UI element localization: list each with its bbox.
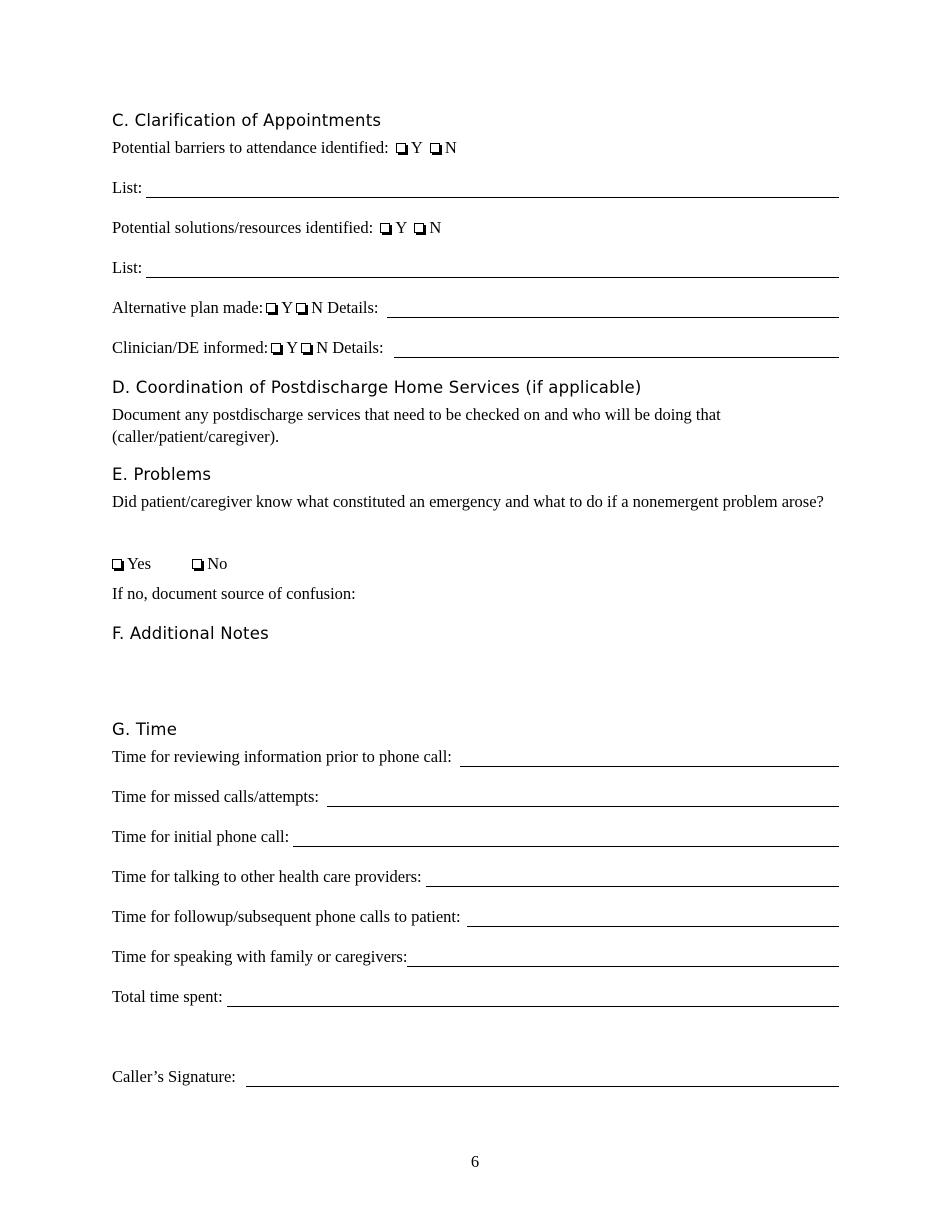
time-label-followup: Time for followup/subsequent phone calls to patient:: [112, 907, 461, 926]
time-row-providers: [112, 865, 839, 887]
solutions-label: Potential solutions/resources identified:: [112, 218, 374, 237]
time-label-initial: Time for initial phone call:: [112, 827, 290, 846]
solutions-list-row: [112, 256, 839, 278]
barriers-label: Potential barriers to attendance identified:: [112, 138, 389, 157]
time-row-missed: [112, 785, 839, 807]
time-field-initial[interactable]: [293, 830, 839, 847]
if-no-label: If no, document source of confusion:: [112, 584, 356, 603]
time-row-initial: [112, 825, 839, 847]
barriers-list-label: List:: [112, 178, 143, 197]
time-row-total: [112, 985, 839, 1007]
time-row-followup: [112, 905, 839, 927]
time-label-family: Time for speaking with family or caregivers:: [112, 947, 408, 966]
form-page: [112, 0, 839, 1230]
signature-row: [112, 1065, 839, 1087]
section-g-heading: G. Time: [112, 720, 178, 739]
barriers-list-field[interactable]: [146, 181, 839, 198]
alt-plan-no-checkbox[interactable]: N: [293, 298, 323, 318]
clinician-label: Clinician/DE informed:: [112, 338, 269, 357]
clinician-no-checkbox[interactable]: N: [298, 338, 328, 358]
barriers-yes-checkbox[interactable]: Y: [393, 138, 423, 158]
barriers-question: [112, 138, 457, 158]
section-c-heading: C. Clarification of Appointments: [112, 111, 382, 130]
section-d-heading: D. Coordination of Postdischarge Home Services (if applicable): [112, 378, 642, 397]
barriers-no-checkbox[interactable]: N: [427, 138, 457, 158]
alt-plan-row: [112, 296, 839, 318]
time-row-reviewing: [112, 745, 839, 767]
time-row-family: [112, 945, 839, 967]
solutions-yes-checkbox[interactable]: Y: [377, 218, 407, 238]
problems-yes-checkbox[interactable]: Yes: [112, 554, 151, 574]
alt-plan-yes-checkbox[interactable]: Y: [263, 298, 293, 318]
solutions-list-label: List:: [112, 258, 143, 277]
time-field-reviewing[interactable]: [460, 750, 839, 767]
alt-plan-details-label: Details:: [327, 298, 379, 317]
page-number: 6: [470, 1152, 480, 1171]
alt-plan-details-field[interactable]: [387, 301, 840, 318]
time-field-missed[interactable]: [327, 790, 839, 807]
time-field-followup[interactable]: [467, 910, 839, 927]
problems-question: Did patient/caregiver know what constituted an emergency and what to do if a nonemergent problem arose?: [112, 492, 824, 511]
clinician-yes-checkbox[interactable]: Y: [268, 338, 298, 358]
time-field-family[interactable]: [407, 950, 839, 967]
time-field-providers[interactable]: [426, 870, 839, 887]
solutions-no-checkbox[interactable]: N: [411, 218, 441, 238]
time-label-total: Total time spent:: [112, 987, 223, 1006]
time-label-missed: Time for missed calls/attempts:: [112, 787, 319, 806]
section-f-heading: F. Additional Notes: [112, 624, 269, 643]
problems-answer-row: [112, 554, 227, 574]
time-field-total[interactable]: [227, 990, 839, 1007]
solutions-list-field[interactable]: [146, 261, 839, 278]
section-e-heading: E. Problems: [112, 465, 212, 484]
section-d-text: Document any postdischarge services that need to be checked on and who will be doing that (caller/patient/caregiver).: [112, 405, 721, 446]
signature-label: Caller’s Signature:: [112, 1067, 236, 1086]
clinician-details-field[interactable]: [394, 341, 839, 358]
alt-plan-label: Alternative plan made:: [112, 298, 264, 317]
time-label-reviewing: Time for reviewing information prior to phone call:: [112, 747, 452, 766]
clinician-row: [112, 336, 839, 358]
barriers-list-row: [112, 176, 839, 198]
problems-no-checkbox[interactable]: No: [189, 554, 227, 574]
clinician-details-label: Details:: [332, 338, 384, 357]
solutions-question: [112, 218, 441, 238]
signature-field[interactable]: [246, 1070, 839, 1087]
time-label-providers: Time for talking to other health care providers:: [112, 867, 422, 886]
